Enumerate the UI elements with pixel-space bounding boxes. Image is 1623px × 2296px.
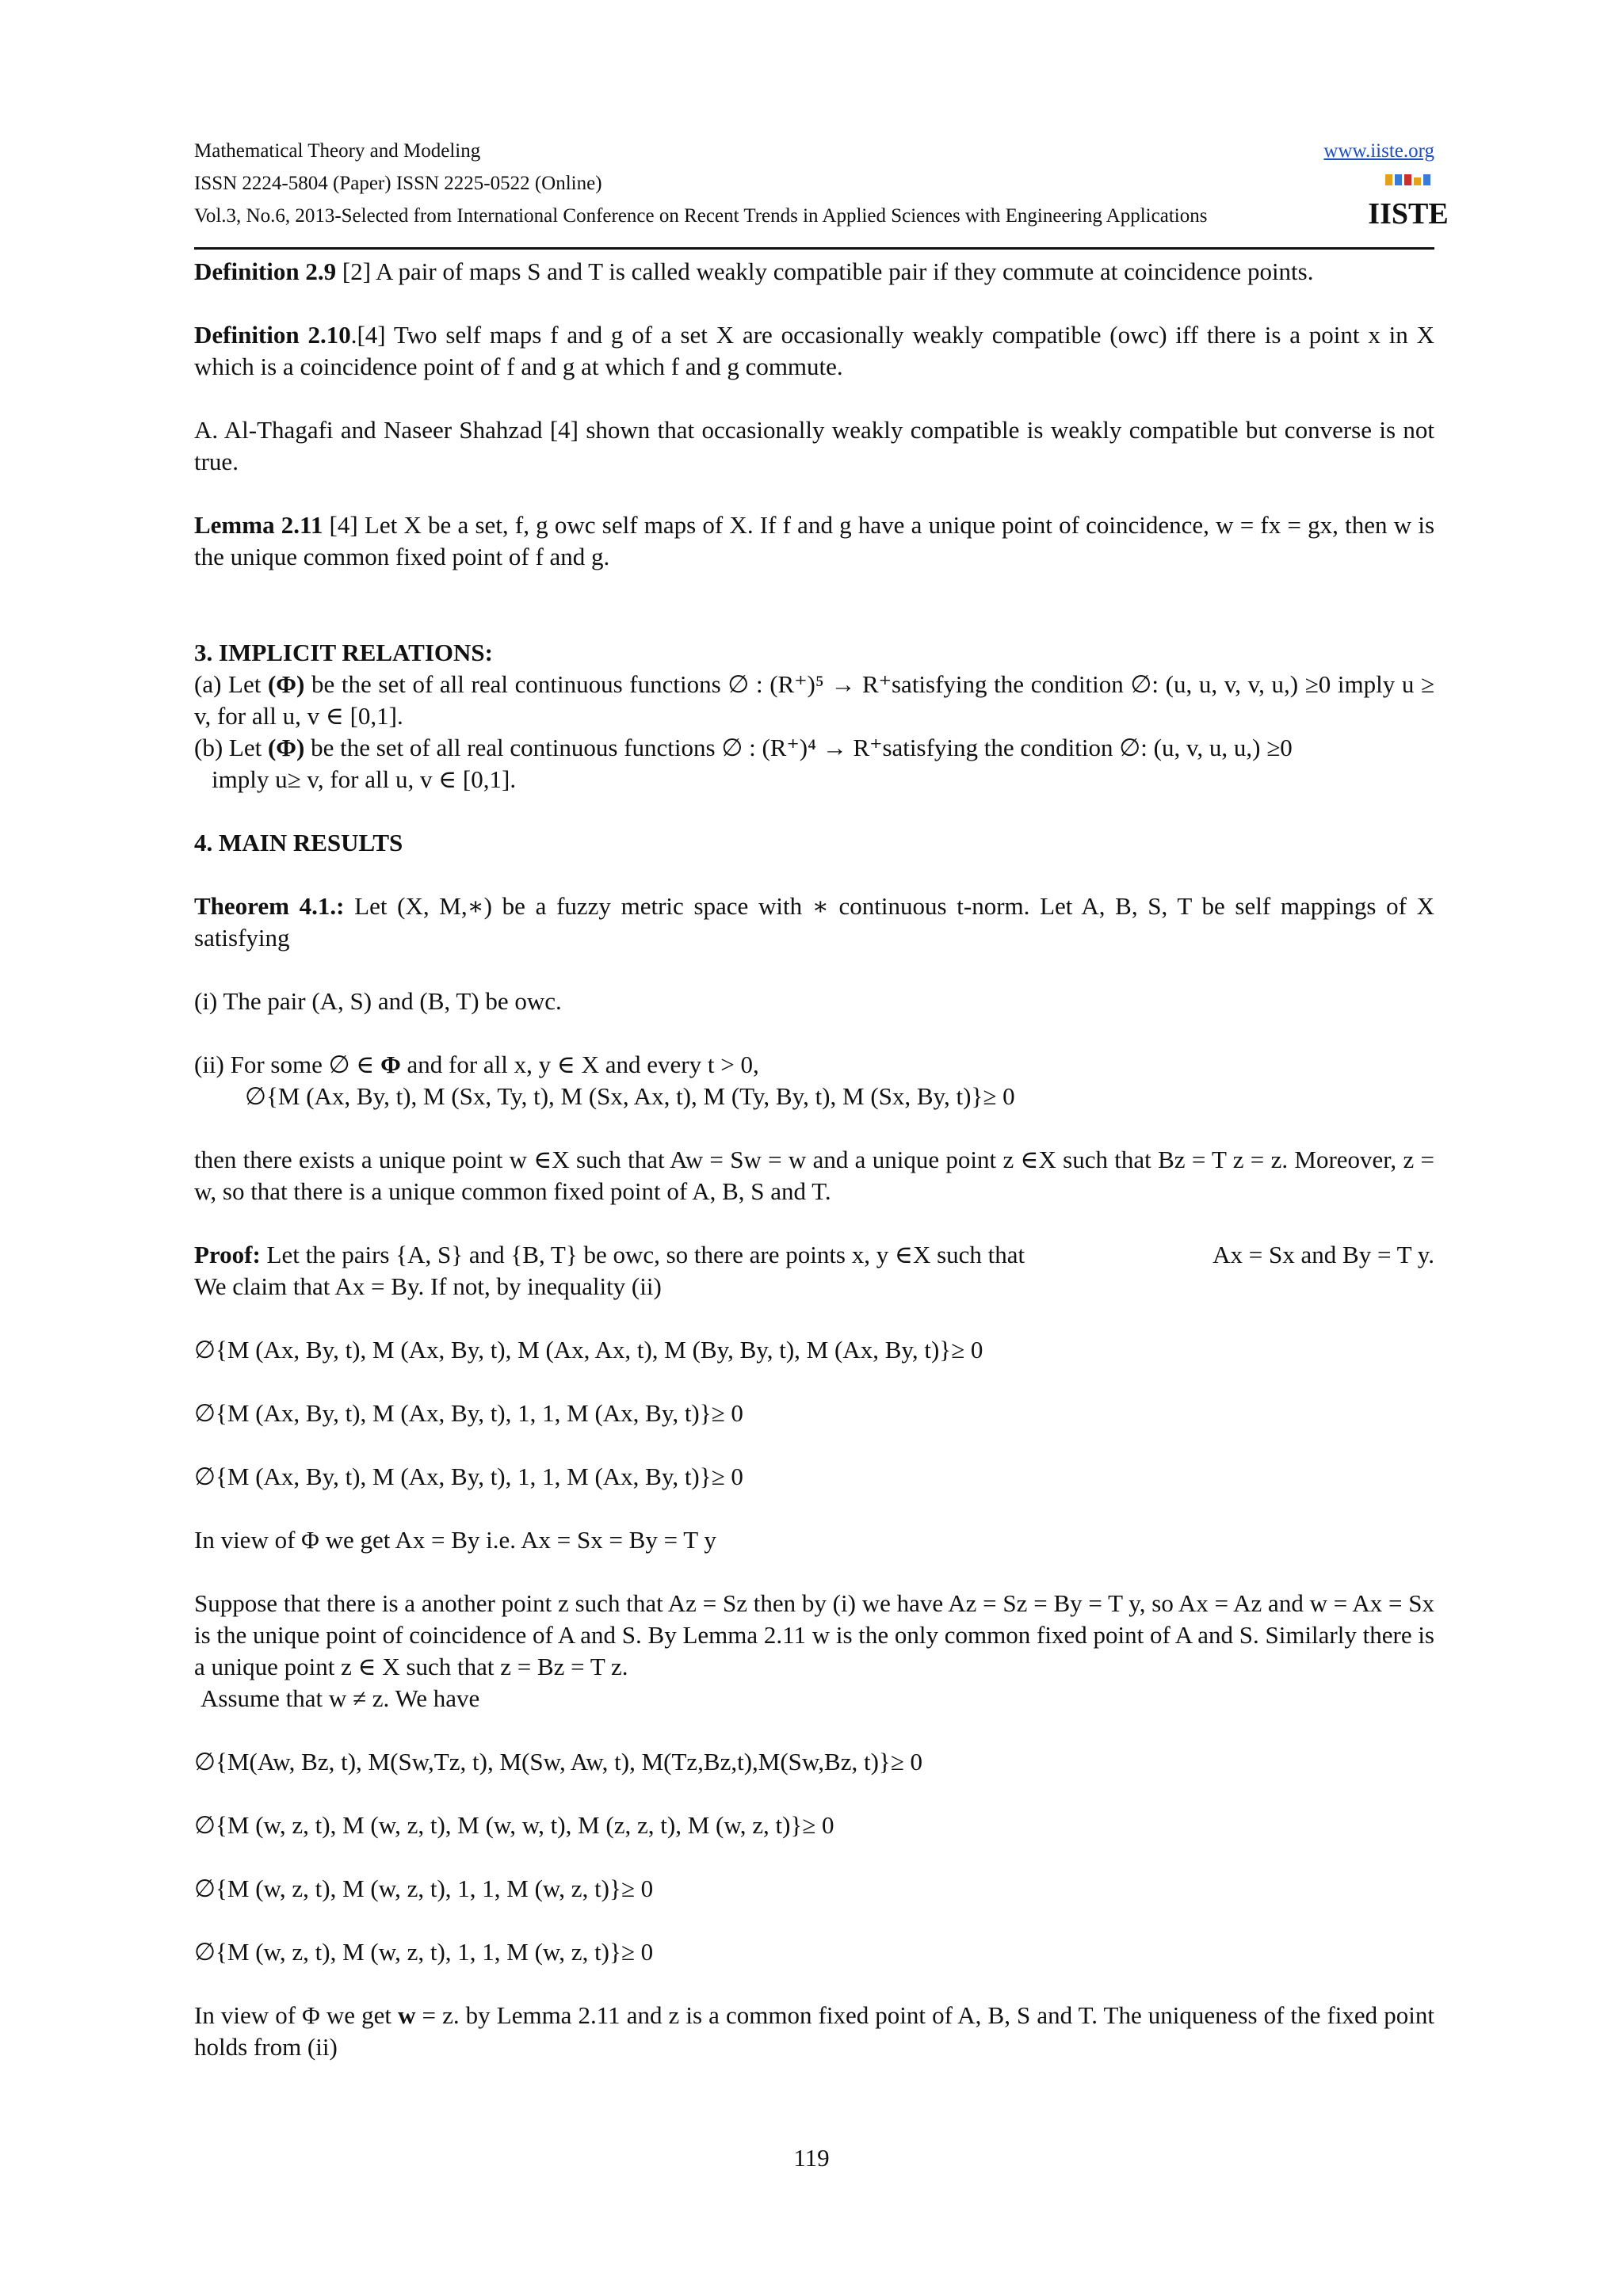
condition-i: (i) The pair (A, S) and (B, T) be owc. [194, 987, 562, 1015]
page-number: 119 [793, 2144, 830, 2172]
proof-final-text-b: = z. by Lemma 2.11 and z is a common fixed point of A, B, S and T. The uniqueness of the fixed point holds from (ii) [194, 2001, 1434, 2061]
definition-text: .[4] Two self maps f and g of a set X are occasionally weakly compatible (owc) iff there is a point x in X which is a coincidence point of f and g at which f and g commute. [194, 321, 1434, 380]
proof-text: Let the pairs {A, S} and {B, T} be owc, so there are points x, y ∈X such that [260, 1241, 1025, 1268]
proof-assume: Assume that w ≠ z. We have [200, 1684, 480, 1712]
section-3-heading: 3. IMPLICIT RELATIONS: [194, 639, 493, 666]
phi-symbol: Φ [380, 1051, 401, 1078]
relation-a-text: be the set of all real continuous functions ∅ : (R⁺)⁵ → R⁺satisfying the condition ∅: (u, u, v, v, u,) ≥0 imply u ≥ v, for all u, v ∈ [0,1]. [194, 670, 1434, 730]
header-rule [194, 247, 1434, 250]
proof-first-line [194, 1239, 1434, 1271]
proof-final-text-a: In view of Φ we get [194, 2001, 399, 2029]
proof-final-w: w [398, 2001, 416, 2029]
al-thagafi-paragraph: A. Al-Thagafi and Naseer Shahzad [4] shown that occasionally weakly compatible is weakly compatible but converse is not true. [194, 416, 1434, 475]
proof-equation: ∅{M (Ax, By, t), M (Ax, By, t), 1, 1, M (Ax, By, t)}≥ 0 [194, 1463, 743, 1490]
journal-header [194, 135, 1449, 254]
lemma-text: [4] Let X be a set, f, g owc self maps of X. If f and g have a unique point of coincidence, w = fx = gx, then w is the unique common fixed point of f and g. [194, 511, 1435, 570]
proof-claim: We claim that Ax = By. If not, by inequality (ii) [194, 1272, 662, 1300]
definition-label: Definition 2.9 [194, 257, 337, 285]
proof-text-right: Ax = Sx and By = T y. [1212, 1241, 1434, 1268]
iiste-logo-icon [1368, 173, 1449, 231]
phi-label: (Φ) [267, 670, 305, 698]
implicit-relation-b [194, 732, 1434, 764]
theorem-label: Theorem 4.1.: [194, 892, 345, 920]
proof-suppose-paragraph: Suppose that there is a another point z such that Az = Sz then by (i) we have Az = Sz = By = T y, so Ax = Az and w = Ax = Sx is the unique point of coincidence of A and S. By Lemma 2.11 w is the only common fixed point of A and S. Similarly there is a unique point z ∈ X such that z = Bz = T z. [194, 1589, 1435, 1680]
proof-view-1: In view of Φ we get Ax = By i.e. Ax = Sx = By = T y [194, 1526, 716, 1554]
proof-equation: ∅{M (Ax, By, t), M (Ax, By, t), M (Ax, Ax, t), M (By, By, t), M (Ax, By, t)}≥ 0 [194, 1336, 983, 1363]
definition-2-9 [194, 256, 1434, 288]
lemma-label: Lemma 2.11 [194, 511, 323, 539]
proof-equation: ∅{M (w, z, t), M (w, z, t), M (w, w, t), M (z, z, t), M (w, z, t)}≥ 0 [194, 1811, 834, 1839]
website-link[interactable]: www.iiste.org [1323, 140, 1434, 162]
page-body [194, 256, 1434, 2063]
condition-ii [194, 1049, 1434, 1081]
relation-a-prefix: (a) Let [194, 670, 268, 698]
phi-label: (Φ) [267, 734, 305, 761]
relation-b-prefix: (b) Let [194, 734, 268, 761]
implicit-relation-a [194, 669, 1434, 732]
proof-equation: ∅{M(Aw, Bz, t), M(Sw,Tz, t), M(Sw, Aw, t), M(Tz,Bz,t),M(Sw,Bz, t)}≥ 0 [194, 1748, 923, 1775]
implicit-relation-b-cont: imply u≥ v, for all u, v ∈ [0,1]. [212, 765, 517, 793]
proof-equation: ∅{M (Ax, By, t), M (Ax, By, t), 1, 1, M (Ax, By, t)}≥ 0 [194, 1399, 743, 1427]
proof-final-paragraph [194, 2000, 1434, 2063]
condition-ii-text-b: and for all x, y ∈ X and every t > 0, [400, 1051, 759, 1078]
proof-equation: ∅{M (w, z, t), M (w, z, t), 1, 1, M (w, z, t)}≥ 0 [194, 1875, 654, 1902]
condition-ii-formula: ∅{M (Ax, By, t), M (Sx, Ty, t), M (Sx, Ax, t), M (Ty, By, t), M (Sx, By, t)}≥ 0 [245, 1082, 1015, 1110]
condition-ii-text-a: (ii) For some ∅ ∈ [194, 1051, 381, 1078]
theorem-text: Let (X, M,∗) be a fuzzy metric space with ∗ continuous t-norm. Let A, B, S, T be self mappings of X satisfying [194, 892, 1434, 952]
volume-line: Vol.3, No.6, 2013-Selected from International Conference on Recent Trends in Applied Sciences with Engineering Applications [194, 205, 1208, 227]
proof-equation: ∅{M (w, z, t), M (w, z, t), 1, 1, M (w, z, t)}≥ 0 [194, 1938, 654, 1966]
theorem-4-1 [194, 891, 1434, 954]
theorem-conclusion: then there exists a unique point w ∈X such that Aw = Sw = w and a unique point z ∈X such that Bz = T z = z. Moreover, z = w, so that there is a unique common fixed point of A, B, S and T. [194, 1146, 1434, 1205]
proof-label: Proof: [194, 1241, 261, 1268]
lemma-2-11 [194, 509, 1434, 573]
definition-label: Definition 2.10 [194, 321, 351, 349]
definition-text: [2] A pair of maps S and T is called weakly compatible pair if they commute at coincidence points. [336, 257, 1314, 285]
definition-2-10 [194, 319, 1434, 383]
relation-b-text: be the set of all real continuous functions ∅ : (R⁺)⁴ → R⁺satisfying the condition ∅: (u, v, u, u,) ≥0 [304, 734, 1293, 761]
header-journal-line [194, 135, 1434, 167]
svg-text:IISTE: IISTE [1368, 197, 1449, 231]
journal-title: Mathematical Theory and Modeling [194, 140, 481, 162]
issn-line: ISSN 2224-5804 (Paper) ISSN 2225-0522 (Online) [194, 173, 602, 194]
section-4-heading: 4. MAIN RESULTS [194, 829, 403, 856]
